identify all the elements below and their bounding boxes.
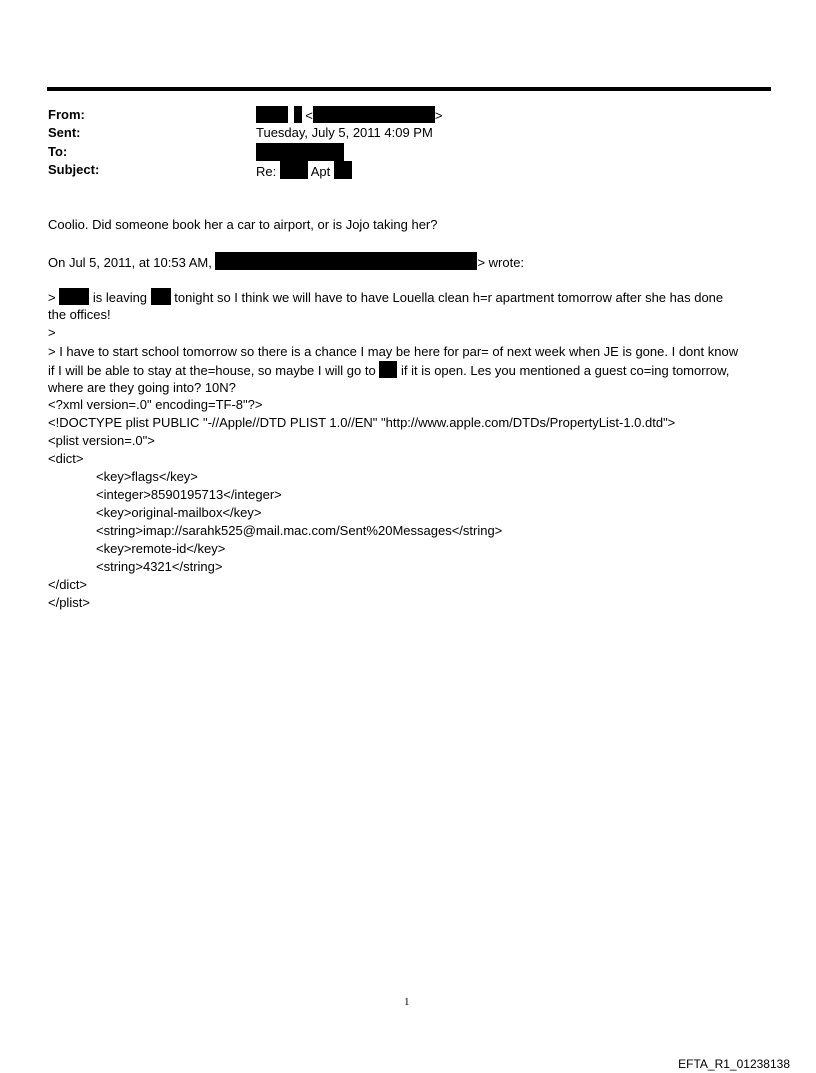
quote-marker: > bbox=[48, 290, 56, 305]
quote-text: is leaving bbox=[92, 290, 148, 305]
document-id: EFTA_R1_01238138 bbox=[678, 1057, 790, 1071]
quote-intro-wrote: > wrote: bbox=[477, 255, 525, 270]
sent-label: Sent: bbox=[48, 125, 81, 140]
redaction-block bbox=[334, 161, 352, 179]
plist-line: <string>imap://sarahk525@mail.mac.com/Sent%20Messages</string> bbox=[96, 523, 503, 538]
redaction-block bbox=[59, 288, 89, 305]
dict-open: <dict> bbox=[48, 451, 84, 466]
from-gt: > bbox=[434, 108, 443, 123]
from-label: From: bbox=[48, 107, 85, 122]
plist-line: <key>remote-id</key> bbox=[96, 541, 226, 556]
quote-text: if it is open. Les you mentioned a guest co=ing tomorrow, bbox=[400, 363, 730, 378]
plist-close: </plist> bbox=[48, 595, 90, 610]
quote-text: if I will be able to stay at the=house, so maybe I will go to bbox=[48, 363, 376, 378]
redaction-block bbox=[256, 143, 344, 161]
plist-line: <integer>8590195713</integer> bbox=[96, 487, 282, 502]
quote-intro bbox=[48, 252, 524, 272]
to-value bbox=[256, 143, 344, 163]
page-number: 1 bbox=[404, 996, 410, 1008]
redaction-block bbox=[256, 106, 288, 123]
subject-apt: Apt bbox=[310, 164, 331, 179]
quote-text: tonight so I think we will have to have Louella clean h=r apartment tomorrow after she has done bbox=[174, 290, 724, 305]
doctype-line: <!DOCTYPE plist PUBLIC "-//Apple//DTD PLIST 1.0//EN" "http://www.apple.com/DTDs/PropertyList-1.0.dtd"> bbox=[48, 415, 676, 430]
plist-open: <plist version=.0"> bbox=[48, 433, 155, 448]
quote-line-2c: where are they going into? 10N? bbox=[48, 380, 236, 395]
quote-line-1 bbox=[48, 288, 723, 307]
subject-re: Re: bbox=[256, 164, 277, 179]
subject-value bbox=[256, 161, 352, 181]
plist-line: <key>original-mailbox</key> bbox=[96, 505, 262, 520]
from-value bbox=[256, 106, 442, 125]
dict-close: </dict> bbox=[48, 577, 88, 592]
header-rule bbox=[47, 87, 771, 91]
redaction-block bbox=[215, 252, 477, 270]
quote-line-2b bbox=[48, 361, 729, 380]
redaction-block bbox=[379, 361, 397, 378]
subject-label: Subject: bbox=[48, 162, 100, 177]
to-label: To: bbox=[48, 144, 68, 159]
reply-line: Coolio. Did someone book her a car to airport, or is Jojo taking her? bbox=[48, 217, 438, 232]
xml-declaration: <?xml version=.0" encoding=TF-8"?> bbox=[48, 397, 263, 412]
redaction-block bbox=[313, 106, 435, 123]
plist-line: <string>4321</string> bbox=[96, 559, 223, 574]
quote-line-1b: the offices! bbox=[48, 307, 111, 322]
quote-blank: > bbox=[48, 325, 56, 340]
quote-line-2: > I have to start school tomorrow so there is a chance I may be here for par= of next week when JE is gone. I dont know bbox=[48, 344, 739, 359]
redaction-block bbox=[280, 161, 308, 179]
redaction-block bbox=[151, 288, 171, 305]
redaction-block bbox=[294, 106, 302, 123]
quote-intro-date: On Jul 5, 2011, at 10:53 AM, bbox=[48, 255, 212, 270]
sent-value: Tuesday, July 5, 2011 4:09 PM bbox=[256, 125, 433, 140]
plist-line: <key>flags</key> bbox=[96, 469, 198, 484]
from-lt: < bbox=[305, 108, 313, 123]
